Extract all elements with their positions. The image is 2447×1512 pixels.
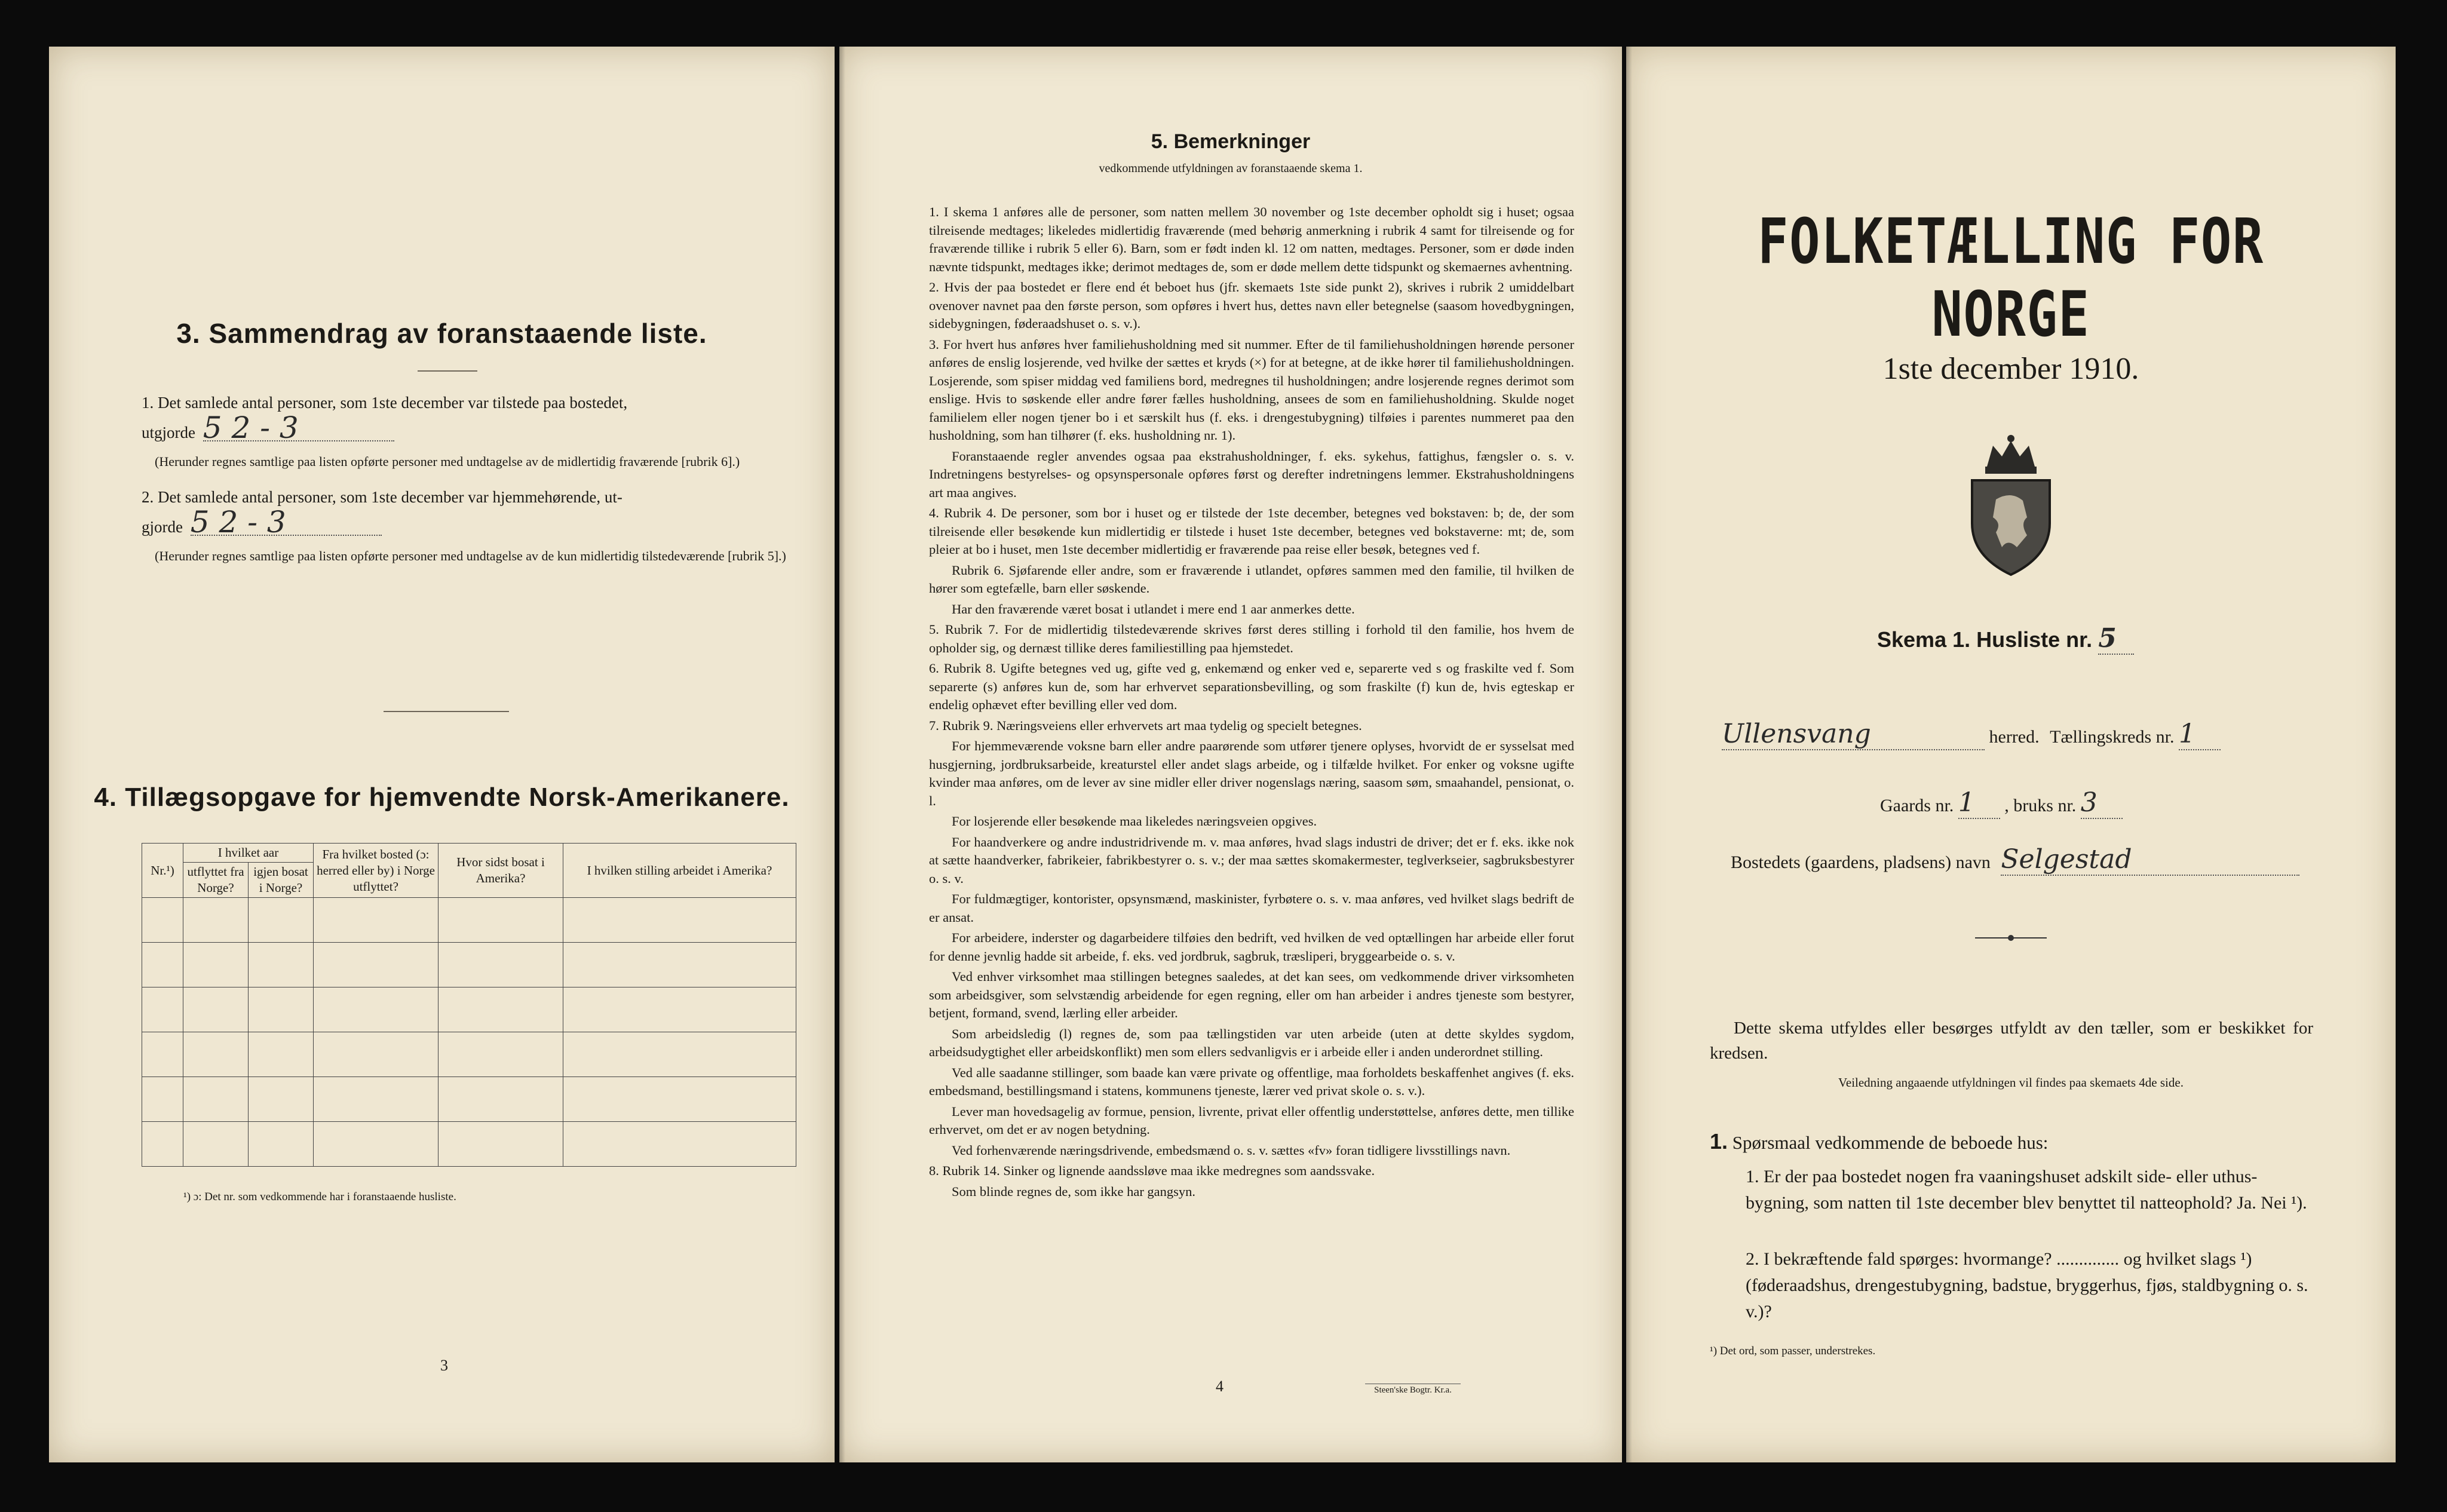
item1-line xyxy=(142,410,799,452)
schema-line xyxy=(1877,623,2134,655)
page-number: 4 xyxy=(1216,1378,1224,1395)
remark-item: Har den fraværende været bosat i utlandet i mere end 1 aar anmerkes dette. xyxy=(952,601,1355,617)
page-3-summary xyxy=(49,47,835,1462)
page-number: 3 xyxy=(440,1357,448,1374)
section-3-body xyxy=(142,390,799,566)
remark-item: Ved enhver virksomhet maa stillingen betegnes saaledes, at det kan sees, om vedkommende driver virksomheten som arbeidsgiver, som selvstændig arbeidende for egen regning, eller om han arbeider i andres tjeneste som bestyrer, betjent, formand, svend, lærling eller arbeider. xyxy=(929,969,1574,1020)
table-row xyxy=(142,1032,796,1077)
bruks-value: 3 xyxy=(2081,787,2123,819)
intro-note: Veiledning angaaende utfyldningen vil findes paa skemaets 4de side. xyxy=(1838,1075,2184,1090)
q1-title: Spørsmaal vedkommende de beboede hus: xyxy=(1732,1132,2049,1153)
census-date: 1ste december 1910. xyxy=(1882,352,2139,386)
gaards-value: 1 xyxy=(1958,787,2000,819)
herred-line xyxy=(1722,719,2221,750)
remarks-title: 5. Bemerkninger xyxy=(1151,130,1311,153)
table-row xyxy=(142,943,796,987)
item2-text: 2. Det samlede antal personer, som 1ste december var hjemmehørende, ut- xyxy=(142,488,623,506)
col-group-year: I hvilket aar xyxy=(183,844,314,863)
kreds-value: 1 xyxy=(2179,719,2221,750)
item1-text: 1. Det samlede antal personer, som 1ste december var tilstede paa bostedet, xyxy=(142,394,628,412)
col-nr: Nr.¹) xyxy=(142,844,183,898)
item2-label: gjorde xyxy=(142,518,183,536)
question-1-1: 1. Er der paa bostedet nogen fra vaaningshuset adskilt side- eller uthus-bygning, som natten til 1ste december blev benyttet til natteophold? Ja. Nei ¹). xyxy=(1746,1167,2307,1213)
remark-item: Ved forhenværende næringsdrivende, embedsmænd o. s. v. sættes «fv» foran tidligere livsstillings navn. xyxy=(952,1142,1511,1158)
remark-item: 5. Rubrik 7. For de midlertidig tilstedeværende skrives først deres stilling i forhold til den familie, hos hvem de opholder sig, og dernæst tillike deres familiestilling paa hjemstedet. xyxy=(929,622,1574,655)
remark-item: 6. Rubrik 8. Ugifte betegnes ved ug, gifte ved g, enkemænd og enker ved e, separerte ved s og fraskilte ved f. Som separerte (s) anføres kun de, som har erhvervet separationsbevilling, og som fraskilte (f) kun de, hvis egteskap er endelig ophævet efter bevilling eller ved dom. xyxy=(929,661,1574,712)
census-title: FOLKETÆLLING FOR NORGE xyxy=(1758,205,2264,351)
remark-item: For losjerende eller besøkende maa likeledes næringsveien opgives. xyxy=(952,814,1317,829)
remark-item: Rubrik 6. Sjøfarende eller andre, som er fraværende i utlandet, opføres sammen med den familie, til hvilken de hører som egtefælle, barn eller søskende. xyxy=(929,562,1574,596)
table-row xyxy=(142,1077,796,1122)
bosted-label: Bostedets (gaardens, pladsens) navn xyxy=(1731,852,1991,872)
remark-item: For hjemmeværende voksne barn eller andre paarørende som utfører tjenere oplyses, hvorvidt de er sysselsat med husgjerning, jordbruksarbeide, kreaturstel eller andet slags arbeide, og i tilfælde hvilket. For enker og voksne ugifte kvinder maa anføres, om de lever av sine midler eller driver nogenslags næring, saasom søm, smaahandel, pensionat, o. l. xyxy=(929,738,1574,808)
norsk-amerikanere-table xyxy=(142,843,796,1167)
bruks-label: , bruks nr. xyxy=(2004,796,2077,815)
item1-label: utgjorde xyxy=(142,424,195,441)
schema-label: Skema 1. Husliste nr. xyxy=(1877,627,2093,652)
remark-item: 8. Rubrik 14. Sinker og lignende aandssløve maa ikke medregnes som aandssvake. xyxy=(929,1163,1375,1178)
table-row xyxy=(142,898,796,943)
kreds-label: Tællingskreds nr. xyxy=(2050,727,2175,747)
col-utflyttet: utflyttet fra Norge? xyxy=(183,863,249,898)
remark-item: 1. I skema 1 anføres alle de personer, som natten mellem 30 november og 1ste december opholdt sig i huset; ogsaa tilreisende medtages; likeledes midlertidig fraværende (med behørig anmerkning i rubrik 4 samt for tilreisende og for fraværende tillike i rubrik 5 eller 6). Barn, som er født inden kl. 12 om natten, medtages. Personer, som er døde inden nævnte tidspunkt, medtages ikke; derimot medtages de, som er døde mellem dette tidspunkt og skemaernes avhentning. xyxy=(929,204,1574,274)
col-igjen-bosat: igjen bosat i Norge? xyxy=(249,863,314,898)
table-footnote: ¹) ɔ: Det nr. som vedkommende har i foranstaaende husliste. xyxy=(183,1191,456,1203)
coat-of-arms-icon xyxy=(1960,434,2062,577)
remark-item: 2. Hvis der paa bostedet er flere end ét beboet hus (jfr. skemaets 1ste side punkt 2), skrives i rubrik 2 umiddelbart ovenover navnet paa den første person, som opføres i hvert hus, dettes navn eller betegnelse (saasom hovedbygningen, sidebygningen, føderaadshuset o. s. v.). xyxy=(929,280,1574,331)
item2-handwritten-count: 5 2 - 3 xyxy=(191,510,382,536)
item1-handwritten-count: 5 2 - 3 xyxy=(203,415,394,441)
bosted-line xyxy=(1731,844,2299,876)
col-fra-bosted: Fra hvilket bosted (ɔ: herred eller by) i Norge utflyttet? xyxy=(314,844,439,898)
remark-item: For fuldmægtiger, kontorister, opsynsmænd, maskinister, fyrbøtere o. s. v. maa anføres, ved hvilket slags bedrift de er ansat. xyxy=(929,891,1574,925)
printer-imprint: Steen'ske Bogtr. Kr.a. xyxy=(1365,1384,1461,1396)
col-stilling: I hvilken stilling arbeidet i Amerika? xyxy=(563,844,796,898)
ornament-divider-icon xyxy=(1975,932,2047,944)
husliste-number: 5 xyxy=(2098,623,2134,655)
gaards-line xyxy=(1880,787,2123,819)
remark-item: For arbeidere, inderster og dagarbeidere tilføies den bedrift, ved hvilken de ved optællingen har arbeide eller forut for denne jevnlig hadde sit arbeide, f. eks. ved jordbruk, sagbruk, træsliperi, bryggearbeide o. s. v. xyxy=(929,930,1574,964)
remark-item: 7. Rubrik 9. Næringsveiens eller erhvervets art maa tydelig og specielt betegnes. xyxy=(929,717,1362,733)
remark-item: 4. Rubrik 4. De personer, som bor i huset og er tilstede der 1ste december, betegnes ved bokstaven: b; de, der som tilreisende eller besøkende kun midlertidig er tilstede i huset 1ste december, betegnes ved bokstaverne: mt; de, som pleier at bo i huset, men 1ste december midlertidig er fraværende paa reise eller besøk, betegnes ved f. xyxy=(929,505,1574,557)
cover-page xyxy=(1626,47,2396,1462)
table-row xyxy=(142,1122,796,1167)
section-3-title: 3. Sammendrag av foranstaaende liste. xyxy=(176,318,707,349)
divider xyxy=(418,370,477,372)
col-hvor-bosat: Hvor sidst bosat i Amerika? xyxy=(439,844,563,898)
divider xyxy=(384,711,509,712)
remark-item: Ved alle saadanne stillinger, som baade kan være private og offentlige, maa forholdets beskaffenhet angives (f. eks. embedsmand, bestillingsmand i statens, kommunens tjeneste, lærer ved privat skole o. s. v.). xyxy=(929,1065,1574,1098)
remarks-list xyxy=(929,203,1574,1203)
item1-note: (Herunder regnes samtlige paa listen opførte personer med undtagelse av de midlertidig fraværende [rubrik 6].) xyxy=(155,454,740,469)
herred-value: Ullensvang xyxy=(1722,719,1985,750)
herred-label: herred. xyxy=(1989,727,2040,747)
remark-item: For haandverkere og andre industridrivende m. v. maa anføres, hvad slags industri de driver; det er f. eks. ikke nok at sætte haandverker, fabrikeier, fabrikbestyrer o. s. v.; der maa sættes skomakermester, teglverkseier, sagbruksbestyrer o. s. v. xyxy=(929,834,1574,886)
table-row xyxy=(142,987,796,1032)
remark-item: Som blinde regnes de, som ikke har gangsyn. xyxy=(952,1183,1196,1199)
item2-line xyxy=(142,505,799,547)
remark-item: Som arbeidsledig (l) regnes de, som paa tællingstiden var uten arbeide (uten at dette skyldes sygdom, arbeidsudygtighet eller arbeidskonflikt) men som ellers sedvanligvis er i arbeide eller i anden underordnet stilling. xyxy=(929,1026,1574,1059)
item2-note: (Herunder regnes samtlige paa listen opførte personer med undtagelse av de kun midlertidig tilstedeværende [rubrik 5].) xyxy=(155,548,786,563)
page-4-remarks xyxy=(839,47,1622,1462)
section-4-title: 4. Tillægsopgave for hjemvendte Norsk-Amerikanere. xyxy=(94,783,790,812)
question-1-heading: 1. Spørsmaal vedkommende de beboede hus: xyxy=(1710,1129,2049,1154)
gaards-label: Gaards nr. xyxy=(1880,796,1954,815)
remark-item: Foranstaaende regler anvendes ogsaa paa ekstrahusholdninger, f. eks. sykehus, fattighus, fængsler o. s. v. Indretningens bestyrelses- og opsynspersonale opføres først og derefter indretningens lemmer. Ekstrahusholdningens art maa angives. xyxy=(929,448,1574,500)
remark-item: Lever man hovedsagelig av formue, pension, livrente, privat eller offentlig understøttelse, anføres dette, men tillike erhvervet, om det er av nogen betydning. xyxy=(929,1103,1574,1137)
question-1-2: 2. I bekræftende fald spørges: hvormange? .............. og hvilket slags ¹) (føderaadshus, drengestubygning, badstue, bryggerhus, fjøs, staldbygning o. s. v.)? xyxy=(1746,1249,2308,1321)
bosted-value: Selgestad xyxy=(2001,844,2299,876)
cover-footnote: ¹) Det ord, som passer, understrekes. xyxy=(1710,1345,1876,1357)
intro-text: Dette skema utfyldes eller besørges utfyldt av den tæller, som er beskikket for kredsen. xyxy=(1710,1019,2313,1063)
remark-item: 3. For hvert hus anføres hver familiehusholdning med sit nummer. Efter de til familiehusholdningen hørende personer anføres de enslig losjerende, ved hvilke der sættes et kryds (×) for at betegne, at de ikke hører til familiehusholdningen. Losjerende, som spiser middag ved familiens bord, medregnes til husholdningen; andre losjerende regnes derimot som enslige. Hvis to søskende eller andre fører fælles husholdning, ansees de som en familiehusholdning. Skulde noget familielem eller nogen tjener bo i et særskilt hus (f. eks. i drengestubygning) tilføies i parentes nummeret paa den husholdning, som han tilhører (f. eks. husholdning nr. 1). xyxy=(929,336,1574,443)
remarks-subtitle: vedkommende utfyldningen av foranstaaende skema 1. xyxy=(1099,162,1363,175)
